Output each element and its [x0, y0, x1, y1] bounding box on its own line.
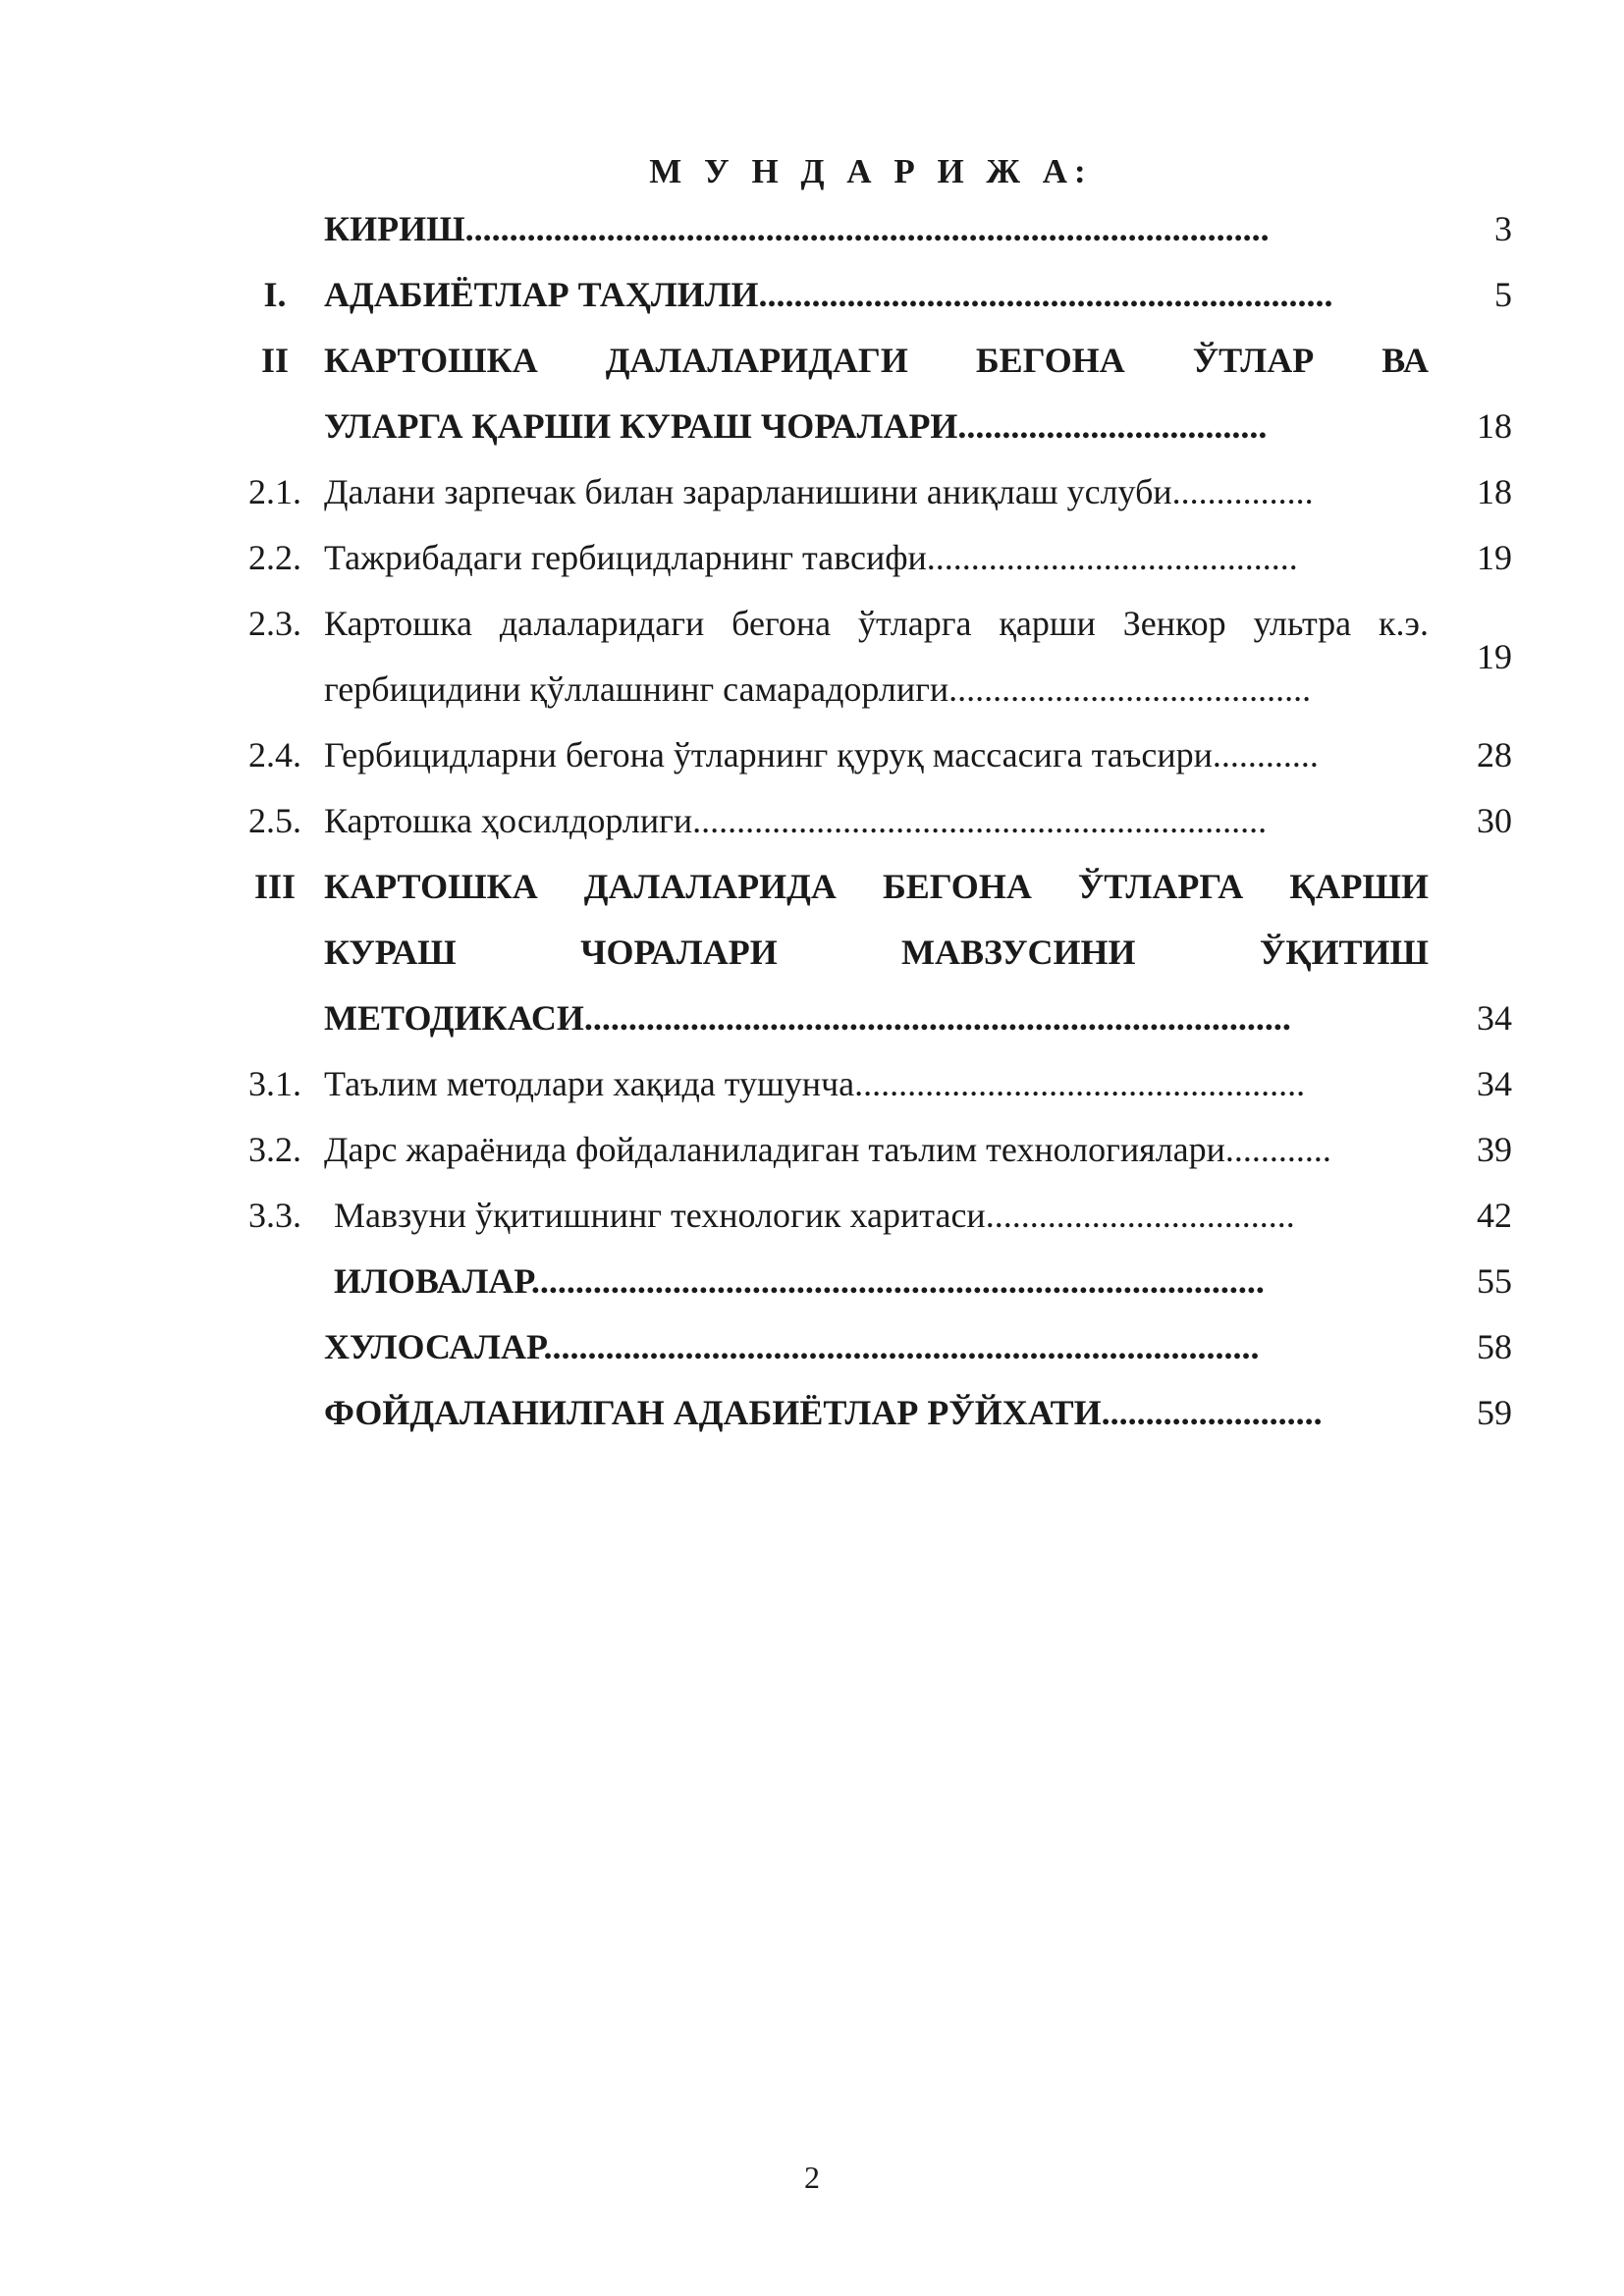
toc-entry-number: 2.4.	[248, 735, 301, 774]
toc-entry-number: 3.3.	[248, 1196, 301, 1235]
toc-entry-number: 3.2.	[248, 1130, 301, 1169]
toc-entry-title	[324, 1183, 1429, 1249]
toc-entry-introduction	[226, 196, 1512, 262]
toc-entry-page: 34	[1477, 998, 1512, 1038]
toc-entry-line: КАРТОШКА ДАЛАЛАРИДАГИ БЕГОНА ЎТЛАР ВА	[324, 341, 1429, 380]
toc-entry-conclusions	[226, 1314, 1512, 1380]
toc-entry-line: КУРАШ ЧОРАЛАРИ МАВЗУСИНИ ЎҚИТИШ	[324, 933, 1429, 972]
toc-entry-title	[324, 459, 1429, 525]
toc-entry-line: КАРТОШКА ДАЛАЛАРИДА БЕГОНА ЎТЛАРГА ҚАРШИ	[324, 867, 1429, 906]
toc-entry-number: 2.5.	[248, 801, 301, 840]
toc-entry-title	[324, 262, 1429, 328]
toc-entry-page: 19	[1477, 636, 1512, 676]
toc-entry-title	[324, 1380, 1429, 1446]
toc-entry-number: 3.1.	[248, 1064, 301, 1103]
toc-entry-title	[324, 328, 1429, 459]
toc-entry-line: Гербицидларни бегона ўтларнинг қуруқ массасига таъсири............	[324, 735, 1319, 774]
toc-entry-page: 18	[1477, 406, 1512, 446]
toc-entry-number: 2.2.	[248, 538, 301, 577]
toc-entry-page: 5	[1494, 275, 1512, 314]
toc-entry-line: ИЛОВАЛАР...................................................................................	[334, 1261, 1265, 1301]
toc-entry-page: 39	[1477, 1130, 1512, 1169]
toc-entry-page: 59	[1477, 1393, 1512, 1432]
toc-entry-line: ФОЙДАЛАНИЛГАН АДАБИЁТЛАР РЎЙХАТИ.........................	[324, 1393, 1323, 1432]
toc-entry-page: 19	[1477, 538, 1512, 577]
toc-entry-chapter-2	[226, 328, 1512, 459]
toc-entry-appendices	[226, 1249, 1512, 1314]
toc-entry-title	[324, 1117, 1429, 1183]
toc-entry-title	[324, 788, 1429, 854]
toc-entry-number: 2.3.	[248, 604, 301, 643]
table-of-contents	[226, 196, 1512, 1446]
page-number: 2	[804, 2160, 820, 2195]
toc-entry-3-2	[226, 1117, 1512, 1183]
toc-entry-page: 28	[1477, 735, 1512, 774]
toc-entry-3-1	[226, 1051, 1512, 1117]
toc-entry-line: Таълим методлари хақида тушунча...................................................	[324, 1064, 1306, 1103]
toc-entry-chapter-1	[226, 262, 1512, 328]
toc-entry-line: Далани зарпечак билан зарарланишини аниқлаш услуби................	[324, 472, 1314, 511]
toc-entry-page: 3	[1494, 209, 1512, 248]
toc-entry-page: 42	[1477, 1196, 1512, 1235]
toc-entry-references	[226, 1380, 1512, 1446]
toc-entry-2-4	[226, 722, 1512, 788]
toc-entry-chapter-3	[226, 854, 1512, 1051]
page-title: М У Н Д А Р И Ж А:	[649, 152, 1093, 190]
toc-entry-title	[324, 1051, 1429, 1117]
toc-entry-line: УЛАРГА ҚАРШИ КУРАШ ЧОРАЛАРИ...................................	[324, 406, 1268, 446]
toc-entry-page: 58	[1477, 1327, 1512, 1366]
toc-entry-2-1	[226, 459, 1512, 525]
toc-entry-title	[324, 854, 1429, 1051]
toc-entry-title	[324, 196, 1429, 262]
toc-entry-line: Дарс жараёнида фойдаланиладиган таълим технологиялари............	[324, 1130, 1331, 1169]
toc-entry-line: ХУЛОСАЛАР.................................................................................	[324, 1327, 1260, 1366]
toc-entry-2-3	[226, 591, 1512, 722]
toc-entry-line: Картошка ҳосилдорлиги.................................................................	[324, 801, 1268, 840]
toc-entry-2-5	[226, 788, 1512, 854]
toc-entry-2-2	[226, 525, 1512, 591]
toc-entry-page: 34	[1477, 1064, 1512, 1103]
toc-entry-page: 18	[1477, 472, 1512, 511]
toc-entry-title	[324, 525, 1429, 591]
toc-entry-title	[324, 1249, 1429, 1314]
toc-entry-line: МЕТОДИКАСИ................................................................................	[324, 998, 1291, 1038]
toc-entry-line: Тажрибадаги гербицидларнинг тавсифи..........................................	[324, 538, 1298, 577]
toc-entry-3-3	[226, 1183, 1512, 1249]
toc-entry-line: Картошка далаларидаги бегона ўтларга қарши Зенкор ультра к.э.	[324, 604, 1429, 643]
toc-entry-line: Мавзуни ўқитишнинг технологик харитаси...................................	[334, 1196, 1295, 1235]
toc-entry-title	[324, 591, 1429, 722]
toc-entry-number: I.	[263, 275, 287, 314]
toc-entry-number: 2.1.	[248, 472, 301, 511]
toc-entry-title	[324, 1314, 1429, 1380]
toc-entry-line: КИРИШ...........................................................................................	[324, 209, 1270, 248]
toc-entry-title	[324, 722, 1429, 788]
toc-entry-number: II	[260, 341, 290, 380]
toc-entry-line: гербицидини қўллашнинг самарадорлиги.........................................	[324, 669, 1312, 709]
toc-entry-page: 30	[1477, 801, 1512, 840]
toc-entry-number: III	[253, 867, 297, 906]
toc-entry-line: АДАБИЁТЛАР ТАҲЛИЛИ.................................................................	[324, 275, 1333, 314]
toc-entry-page: 55	[1477, 1261, 1512, 1301]
